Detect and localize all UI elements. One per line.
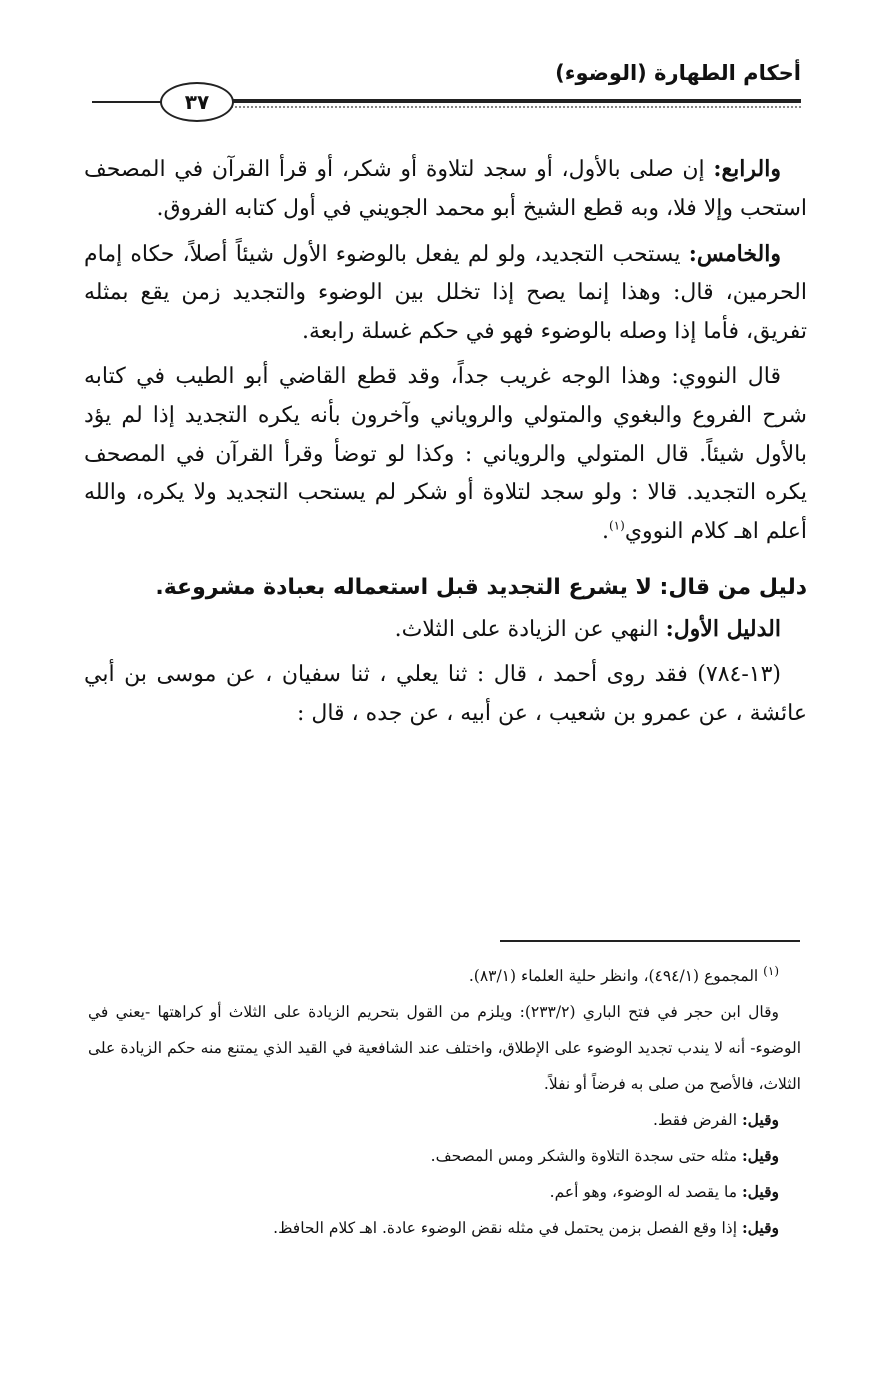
footnote-item <box>88 1174 801 1210</box>
footnote-item-label: وقيل: <box>741 1110 779 1129</box>
paragraph <box>84 150 807 229</box>
page-number: ٣٧ <box>160 82 234 122</box>
footnote-ref: (١) <box>608 518 625 533</box>
footnote-separator <box>500 940 800 942</box>
footnote-item-label: وقيل: <box>741 1182 779 1201</box>
footnote-item-label: وقيل: <box>741 1146 779 1165</box>
paragraph-lead: والخامس: <box>688 240 781 267</box>
footnote-1 <box>88 958 801 994</box>
section-heading: دليل من قال: لا يشرع التجديد قبل استعماله بعبادة مشروعة. <box>155 574 807 600</box>
header-rule-left <box>92 101 162 103</box>
paragraph-text: إن صلى بالأول، أو سجد لتلاوة أو شكر، أو قرأ القرآن في المصحف استحب وإلا فلا، وبه قطع الشيخ أبو محمد الجويني في أول كتابه الفروق. <box>84 157 807 221</box>
header-rule-shadow <box>228 106 801 108</box>
hadith-text: (١٣-٧٨٤) فقد روى أحمد ، قال : ثنا يعلي ، ثنا سفيان ، عن موسى بن أبي عائشة ، عن عمرو بن شعيب ، عن أبيه ، عن جده ، قال : <box>84 661 807 726</box>
paragraph-text: قال النووي: وهذا الوجه غريب جداً، وقد قطع القاضي أبو الطيب في كتابه شرح الفروع والبغوي والمتولي والروياني وآخرون بأنه يكره التجديد إذا لم يؤد بالأول شيئاً. قال المتولي والروياني : وكذا لو توضأ وقرأ القرآن في المصحف يكره التجديد. قالا : ولو سجد لتلاوة أو شكر لم يستحب التجديد ولا يكره، والله أعلم اهـ كلام النووي <box>84 363 807 545</box>
footnote-item-text: مثله حتى سجدة التلاوة والشكر ومس المصحف. <box>430 1147 742 1165</box>
footnote-item-label: وقيل: <box>741 1218 779 1237</box>
footnote-item-text: الفرض فقط. <box>653 1111 742 1129</box>
paragraph-text: يستحب التجديد، ولو لم يفعل بالوضوء الأول شيئاً أصلاً، حكاه إمام الحرمين، قال: وهذا إنما يصح إذا تخلل بين الوضوء والتجديد زمن يقع بمثله تفريق، فأما إذا وصله بالوضوء فهو في حكم غسلة رابعة. <box>84 241 807 345</box>
running-title: أحكام الطهارة (الوضوء) <box>555 61 801 85</box>
evidence-line <box>84 610 807 650</box>
footnote-item <box>88 1138 801 1174</box>
evidence-lead: الدليل الأول: <box>665 615 781 642</box>
footnote-item-text: ما يقصد له الوضوء، وهو أعم. <box>549 1183 742 1201</box>
footnote-marker: (١) <box>763 963 779 978</box>
paragraph <box>84 235 807 352</box>
evidence-text: النهي عن الزيادة على الثلاث. <box>394 616 666 642</box>
footnote-item-text: إذا وقع الفصل بزمن يحتمل في مثله نقض الوضوء عادة. اهـ كلام الحافظ. <box>273 1219 742 1237</box>
footnote-text: المجموع (٤٩٤/١)، وانظر حلية العلماء (٨٣/١). <box>468 967 764 985</box>
footnote-item <box>88 1210 801 1246</box>
footnote-item <box>88 1102 801 1138</box>
paragraph-tail: . <box>601 519 609 545</box>
paragraph <box>84 358 807 552</box>
footnote-continuation: وقال ابن حجر في فتح الباري (٢٣٣/٢): ويلزم من القول بتحريم الزيادة على الثلاث أو كراهتها -يعني في الوضوء- أنه لا يندب تجديد الوضوء على الإطلاق، واختلف عند الشافعية في القيد الذي يمتنع منه حكم الزيادة على الثلاث، فالأصح من صلى به فرضاً أو نفلاً. <box>88 1003 801 1093</box>
paragraph-lead: والرابع: <box>713 156 781 182</box>
footnotes <box>88 958 801 1246</box>
header-rule <box>228 99 801 103</box>
main-text <box>84 150 807 739</box>
